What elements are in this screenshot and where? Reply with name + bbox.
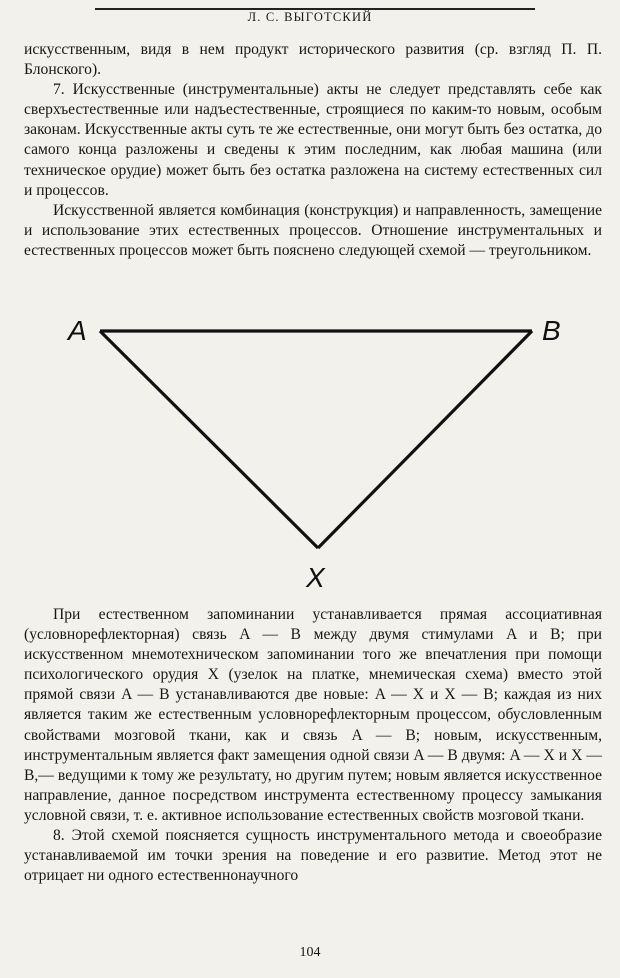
label-a: A bbox=[68, 315, 87, 346]
edge-a-x bbox=[100, 331, 318, 548]
running-header: Л. С. ВЫГОТСКИЙ bbox=[247, 10, 373, 24]
paragraph-continuation: искусственным, видя в нем продукт исторического развития (ср. взгляд П. П. Блонского). bbox=[24, 41, 602, 79]
page-number: 104 bbox=[299, 945, 321, 960]
paragraph-memorization: При естественном запоминании устанавливается прямая ассоциативная (условнорефлекторная) связь A — B между двумя стимулами A и B; при искусственном мнемотехническом запоминании того же впечатления при помощи психологического орудия X (узелок на платке, мнемическая схема) вместо этой прямой связи A — B устанавливаются две новые: A — X и X — B; каждая из них является таким же естественным условнорефлекторным процессом, обусловленным свойствами мозговой ткани, как и связь A — B; новым, искусственным, инструментальным является факт замещения одной связи A — B двумя: A — X и X — B,— ведущими к тому же результату, но другим путем; новым является искусственное направление, данное посредством инструмента естественному процессу замыкания условной связи, т. е. активное использование естественных свойств мозговой ткани. bbox=[24, 606, 602, 824]
paragraph-7: 7. Искусственные (инструментальные) акты не следует представлять себе как сверхъестественные или надъестественные, строящиеся по каким-то новым, особым законам. Искусственные акты суть те же естественные, они могут быть без остатка, до самого конца разложены и сведены к этим последним, как любая машина (или техническое орудие) может быть без остатка разложена на систему естественных сил и процессов. bbox=[24, 81, 602, 199]
label-x: X bbox=[306, 562, 325, 593]
paragraph-combination: Искусственной является комбинация (конструкция) и направленность, замещение и использование этих естественных процессов. Отношение инструментальных и естественных процессов может быть пояснено следующей схемой — треугольником. bbox=[24, 201, 602, 259]
edge-x-b bbox=[318, 331, 532, 548]
paragraph-8: 8. Этой схемой поясняется сущность инструментального метода и своеобразие устанавливаемой им точки зрения на поведение и его развитие. Метод этот не отрицает ни одного естественнонаучного bbox=[24, 827, 602, 885]
triangle-diagram bbox=[60, 305, 570, 595]
label-b: B bbox=[542, 315, 561, 346]
text-block-bottom bbox=[24, 605, 602, 886]
text-block-top bbox=[24, 40, 602, 261]
